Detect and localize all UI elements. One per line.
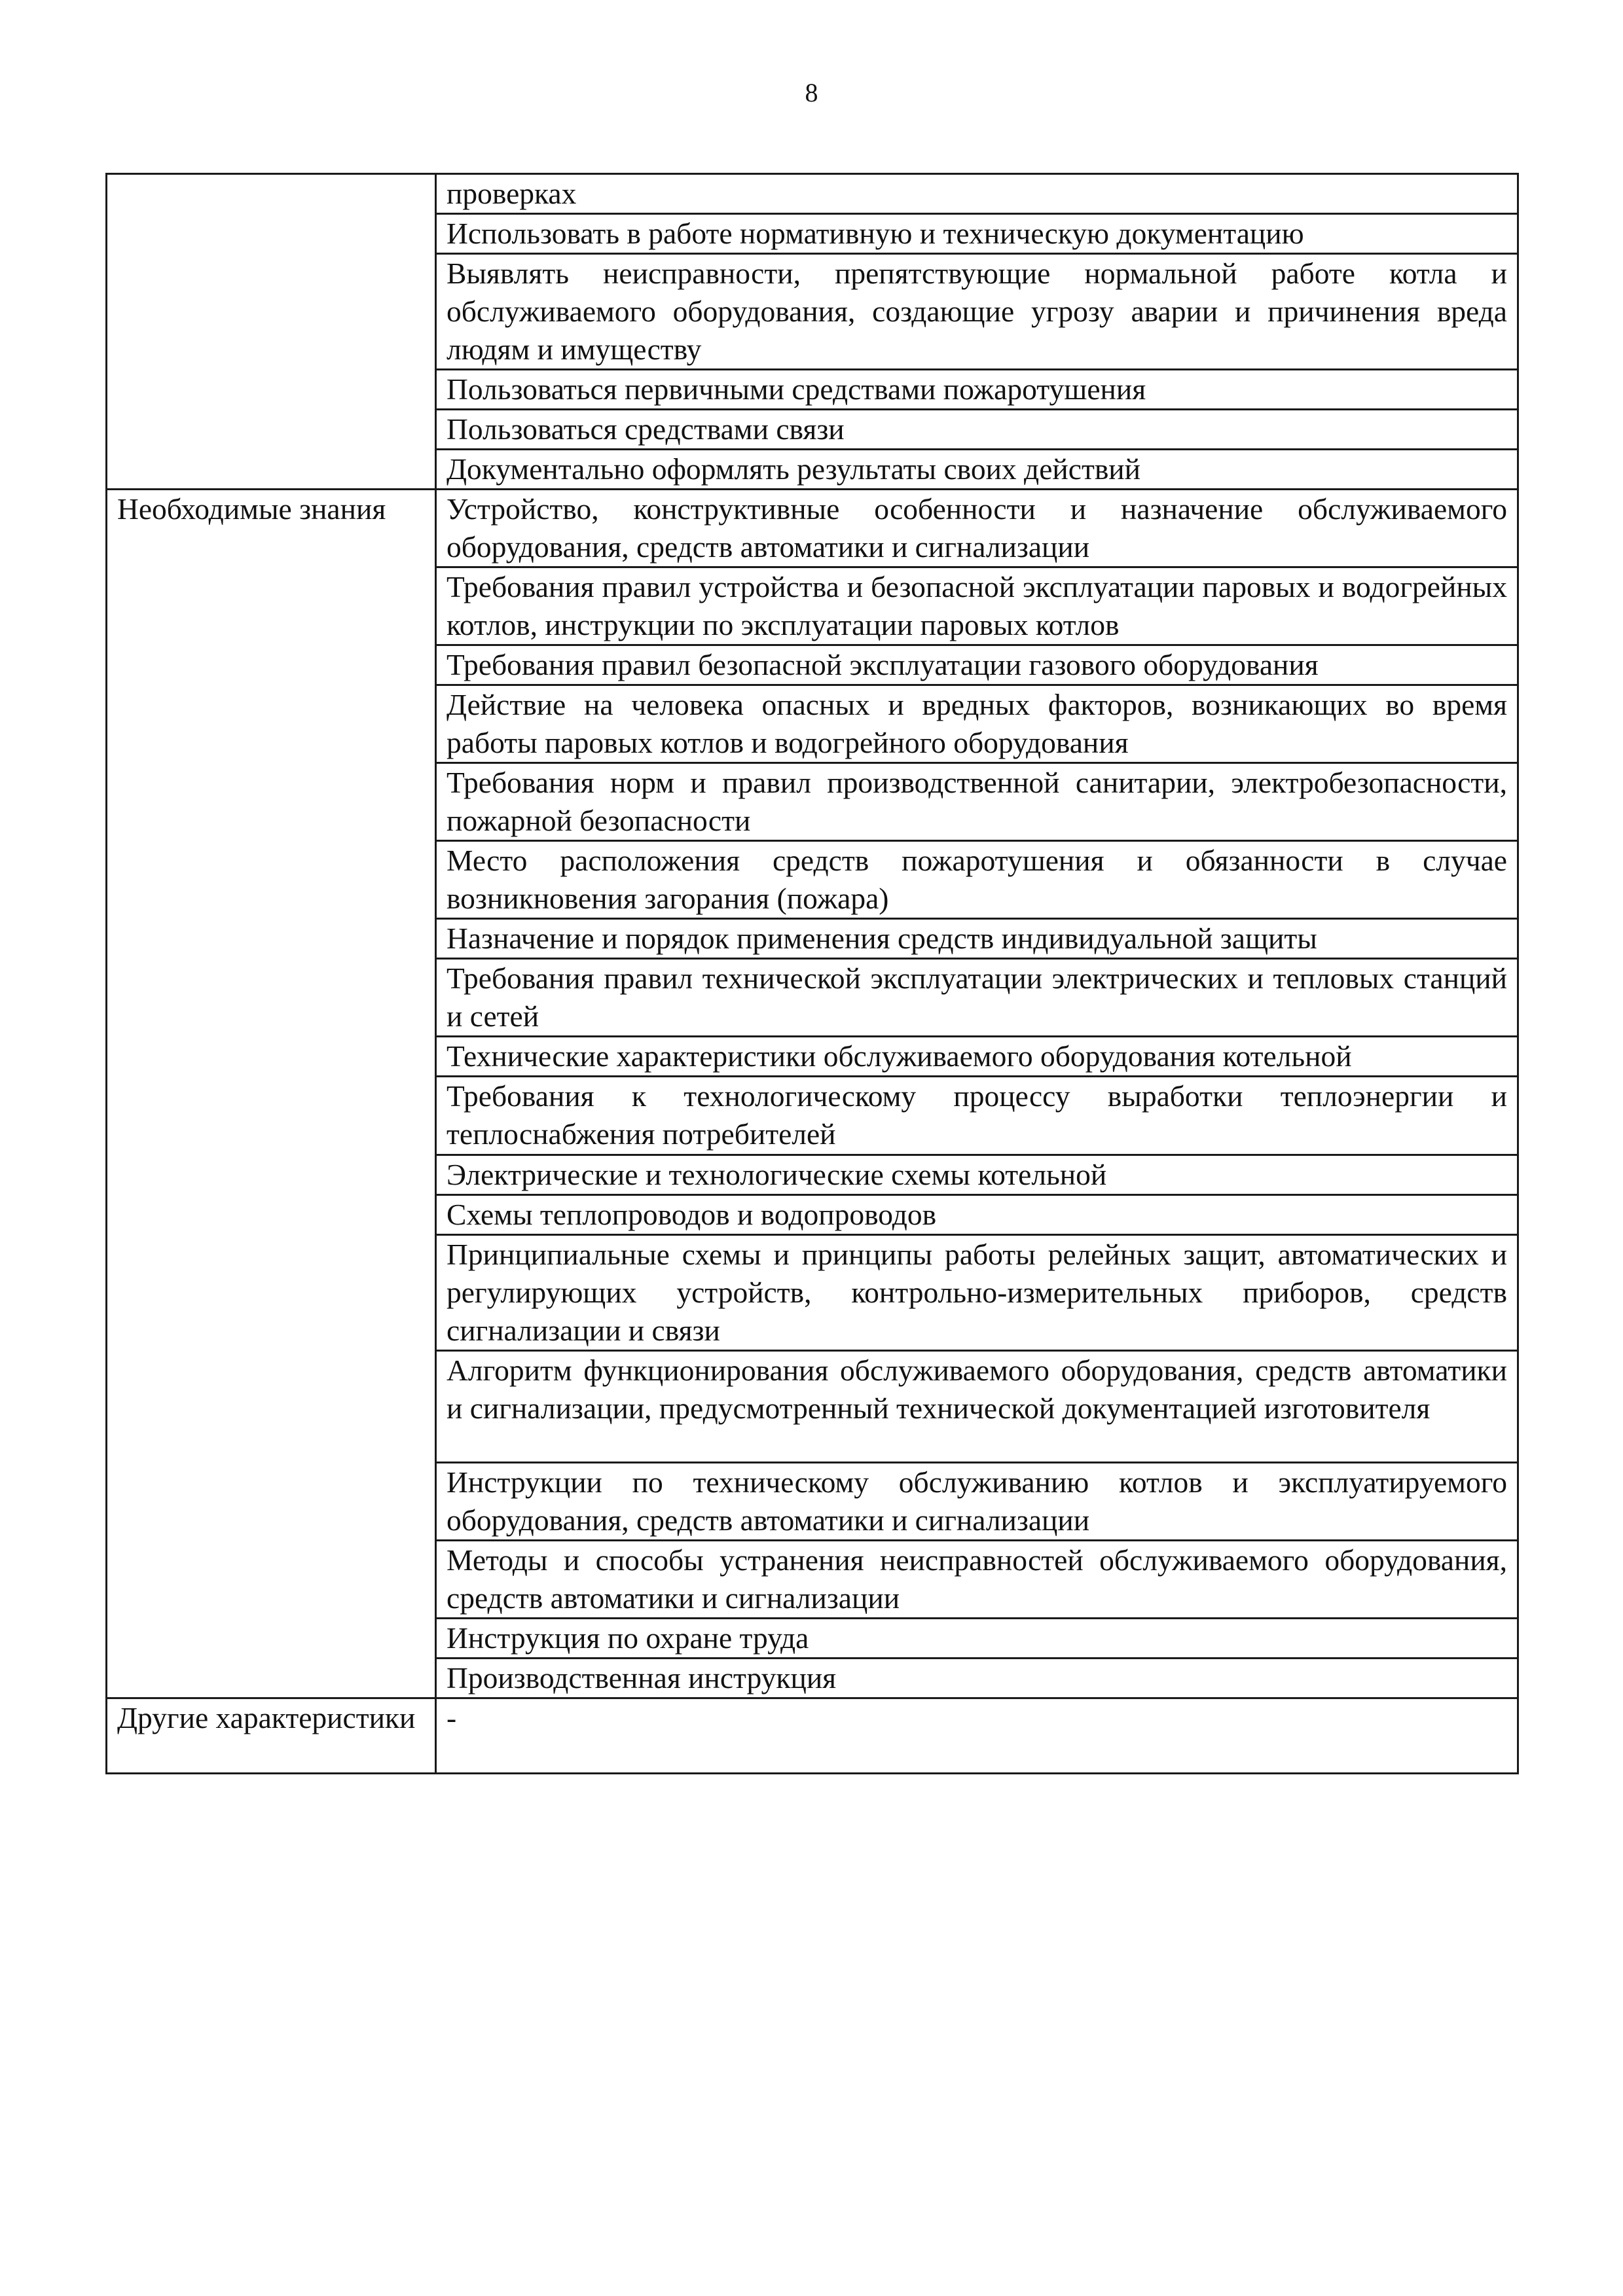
knowledge-item: Требования правил безопасной эксплуатации газового оборудования — [436, 645, 1518, 685]
table-row — [107, 174, 1518, 214]
skill-item: Документально оформлять результаты своих действий — [436, 450, 1518, 490]
other-characteristics-label: Другие характеристики — [107, 1698, 436, 1774]
knowledge-item: Технические характеристики обслуживаемого оборудования котельной — [436, 1037, 1518, 1077]
knowledge-item: Методы и способы устранения неисправностей обслуживаемого оборудования, средств автоматики и сигнализации — [436, 1541, 1518, 1619]
knowledge-item: Назначение и порядок применения средств индивидуальной защиты — [436, 919, 1518, 959]
knowledge-item: Производственная инструкция — [436, 1659, 1518, 1698]
knowledge-item: Требования правил устройства и безопасной эксплуатации паровых и водогрейных котлов, инструкции по эксплуатации паровых котлов — [436, 567, 1518, 645]
table-row — [107, 490, 1518, 567]
other-characteristics-value: - — [436, 1698, 1518, 1774]
skill-item: Пользоваться средствами связи — [436, 410, 1518, 450]
skill-item: Использовать в работе нормативную и техническую документацию — [436, 214, 1518, 254]
page-number: 8 — [805, 78, 818, 107]
skill-item: Выявлять неисправности, препятствующие нормальной работе котла и обслуживаемого оборудования, создающие угрозу аварии и причинения вреда людям и имуществу — [436, 254, 1518, 370]
skill-item: Пользоваться первичными средствами пожаротушения — [436, 370, 1518, 410]
knowledge-item: Устройство, конструктивные особенности и назначение обслуживаемого оборудования, средств автоматики и сигнализации — [436, 490, 1518, 567]
knowledge-item: Требования норм и правил производственной санитарии, электробезопасности, пожарной безопасности — [436, 763, 1518, 841]
skills-label-cell-continued — [107, 174, 436, 490]
knowledge-item: Требования правил технической эксплуатации электрических и тепловых станций и сетей — [436, 959, 1518, 1037]
knowledge-item: Требования к технологическому процессу выработки теплоэнергии и теплоснабжения потребителей — [436, 1077, 1518, 1155]
knowledge-item: Инструкции по техническому обслуживанию котлов и эксплуатируемого оборудования, средств автоматики и сигнализации — [436, 1463, 1518, 1541]
knowledge-item: Электрические и технологические схемы котельной — [436, 1155, 1518, 1195]
knowledge-item: Алгоритм функционирования обслуживаемого оборудования, средств автоматики и сигнализации, предусмотренный технической документацией изготовителя — [436, 1351, 1518, 1463]
knowledge-item: Принципиальные схемы и принципы работы релейных защит, автоматических и регулирующих устройств, контрольно-измерительных приборов, средств сигнализации и связи — [436, 1235, 1518, 1351]
knowledge-item: Инструкция по охране труда — [436, 1619, 1518, 1659]
knowledge-item: Действие на человека опасных и вредных факторов, возникающих во время работы паровых котлов и водогрейного оборудования — [436, 685, 1518, 763]
knowledge-label: Необходимые знания — [107, 490, 436, 1698]
qualification-table — [105, 173, 1519, 1774]
knowledge-item: Схемы теплопроводов и водопроводов — [436, 1195, 1518, 1235]
knowledge-item: Место расположения средств пожаротушения и обязанности в случае возникновения загорания (пожара) — [436, 841, 1518, 919]
skill-item: проверках — [436, 174, 1518, 214]
table-row — [107, 1698, 1518, 1774]
